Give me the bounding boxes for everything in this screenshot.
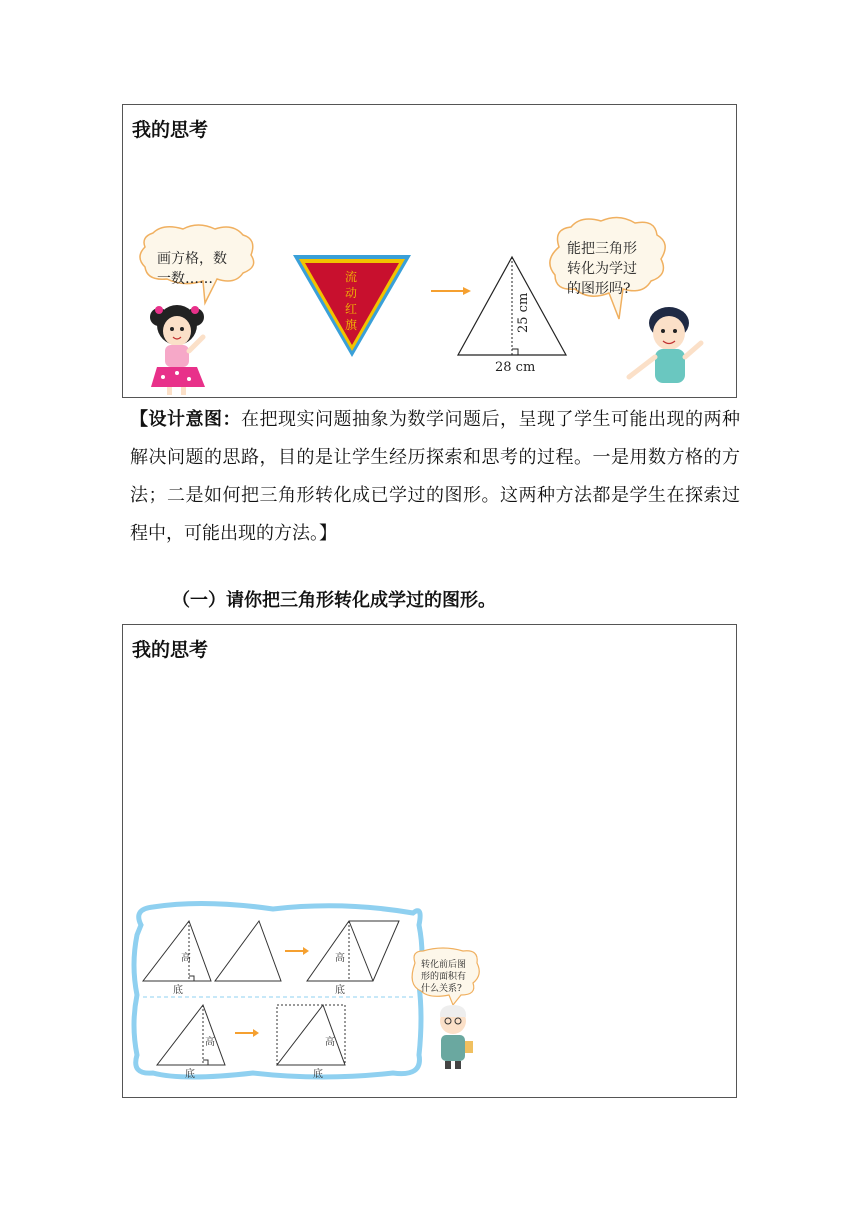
height-label: 25 cm [516,292,531,333]
bubble-right-line3: 的图形吗? [567,281,631,297]
flag-char-4: 旗 [345,318,358,332]
arrow-icon [431,287,471,295]
para-base-label: 底 [335,985,345,996]
row1-triangles [143,921,281,996]
bubble-right-line2: 转化为学过 [567,261,637,277]
section-heading: （一）请你把三角形转化成学过的图形。 [172,590,496,611]
row2-height-label: 高 [205,1037,215,1048]
flag-char-1: 流 [345,270,358,284]
base-label: 28 cm [495,360,536,375]
thinking-box-1 [122,104,737,398]
illustration-1 [123,105,736,397]
row2-triangle [157,1005,225,1080]
design-intent-text: 在把现实问题抽象为数学问题后，呈现了学生可能出现的两种解决问题的思路，目的是让学生经历探索和思考的过程。一是用数方格的方法；二是如何把三角形转化成已学过的图形。这两种方法都是学生在探索过程中，可能出现的方法。】 [130,409,740,544]
illustration-2 [123,625,736,1097]
design-intent-paragraph [130,401,740,553]
red-pennant-flag [293,255,411,357]
teacher-line3: 什么关系? [421,984,462,994]
arrow-icon-row2 [235,1029,259,1037]
thinking-box-2 [122,624,737,1098]
bubble-left-line1: 画方格，数 [157,251,227,267]
teacher-line1: 转化前后图 [421,960,467,970]
bubble-left-line2: 一数…… [157,271,213,287]
bubble-right-line1: 能把三角形 [567,241,637,257]
row1-base-label: 底 [173,985,183,996]
rect-base-label: 底 [313,1069,323,1080]
teacher-line2: 形的面积有 [421,972,467,982]
triangle-figure [458,257,566,375]
flag-char-3: 红 [345,302,358,316]
speech-bubble-left [140,225,254,303]
para-height-label: 高 [335,953,345,964]
flag-char-2: 动 [345,286,358,300]
row1-height-label: 高 [181,953,191,964]
box-title: 我的思考 [132,119,209,141]
rectangle-figure [277,1005,345,1080]
speech-bubble-right [550,217,665,319]
arrow-icon-row1 [285,947,309,955]
boy-character [629,307,701,383]
design-intent-lead: 【设计意图： [130,409,241,430]
parallelogram [307,921,399,996]
rect-height-label: 高 [325,1037,335,1048]
teacher-character [440,1005,473,1069]
girl-character [150,305,205,395]
row2-base-label: 底 [185,1069,195,1080]
box-title: 我的思考 [132,639,209,661]
